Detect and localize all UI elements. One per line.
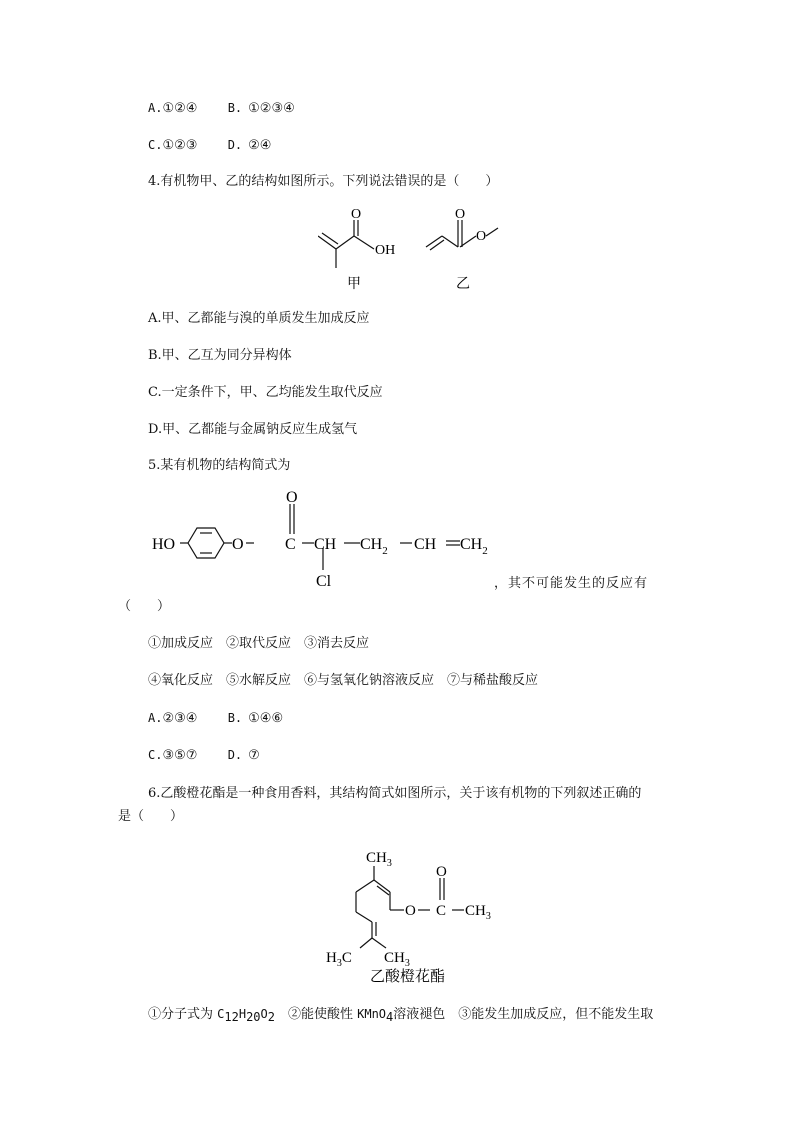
q5-paren: （ ） bbox=[118, 599, 171, 614]
q5-reactions-line1: ①加成反应 ②取代反应 ③消去反应 bbox=[148, 636, 370, 651]
q5-option-a: ②③④ bbox=[162, 711, 198, 726]
q6-h3c: $H_3C$ bbox=[326, 950, 352, 969]
q5-ch2-mid: $CH_2$ bbox=[360, 536, 388, 557]
option-b-text: ①②③④ bbox=[248, 101, 295, 116]
q5-option-c: ③⑤⑦ bbox=[162, 748, 198, 763]
q4-option-c: C.一定条件下，甲、乙均能发生取代反应 bbox=[148, 385, 383, 400]
q4-option-b: B.甲、乙互为同分异构体 bbox=[148, 348, 292, 363]
q5-option-d-label: D. bbox=[227, 748, 243, 762]
q5-o-carbonyl: O bbox=[286, 490, 298, 506]
q6-ch3-right: $CH_3$ bbox=[465, 903, 491, 922]
q6-compound-name: 乙酸橙花酯 bbox=[370, 967, 446, 985]
q3-option-row-ab bbox=[148, 100, 295, 117]
q3-option-row-cd bbox=[148, 137, 271, 154]
yi-carbonyl-o: O bbox=[454, 207, 466, 222]
q4-option-a: A.甲、乙都能与溴的单质发生加成反应 bbox=[148, 311, 370, 326]
q6-kmno4: KMnO bbox=[357, 1007, 387, 1021]
q6-formula-c: C bbox=[217, 1007, 225, 1021]
q6-structure bbox=[322, 840, 512, 986]
option-d-text: ②④ bbox=[248, 138, 272, 153]
q6-ch3-top: $CH_3$ bbox=[366, 850, 392, 869]
q6-stem-line2: 是（ ） bbox=[118, 809, 184, 824]
q6-o-ester: O bbox=[405, 903, 416, 919]
option-a-text: ①②④ bbox=[162, 101, 198, 116]
yi-label: 乙 bbox=[456, 276, 470, 292]
q6-stem-line1: 6.乙酸橙花酯是一种食用香料，其结构简式如图所示，关于该有机物的下列叙述正确的 bbox=[148, 786, 642, 801]
q6-o-carbonyl: O bbox=[436, 864, 447, 880]
q6-c: C bbox=[436, 903, 447, 919]
q6-ch3-bottom: $CH_3$ bbox=[384, 950, 410, 969]
q6-statement-2: ②能使酸性 bbox=[274, 1007, 358, 1022]
q5-option-row-cd bbox=[148, 747, 260, 764]
q4-stem: 4.有机物甲、乙的结构如图所示。下列说法错误的是（ ） bbox=[148, 174, 499, 189]
q5-c: C bbox=[285, 536, 296, 553]
q5-ho: HO bbox=[152, 536, 176, 553]
q5-cl: Cl bbox=[316, 573, 332, 590]
q5-option-c-label: C. bbox=[148, 748, 163, 762]
jia-oh: OH bbox=[375, 243, 396, 258]
yi-skeleton bbox=[426, 220, 498, 250]
option-d-label: D. bbox=[227, 138, 243, 152]
q5-option-row-ab bbox=[148, 710, 283, 727]
q5-option-a-label: A. bbox=[148, 711, 163, 725]
q5-option-b-label: B. bbox=[227, 711, 243, 725]
jia-label: 甲 bbox=[347, 276, 361, 292]
q6-statements: ①分子式为 $C_{12}H_{20}O_2$ ②能使酸性 KMnO$_4$溶液褪色 ③能发生加成反应，但不能发生取 bbox=[148, 1007, 654, 1024]
jia-skeleton bbox=[318, 220, 374, 268]
option-c-text: ①②③ bbox=[162, 138, 198, 153]
jia-carbonyl-o: O bbox=[350, 207, 362, 222]
q5-structure bbox=[148, 490, 508, 590]
q6-statement-2-tail: 溶液褪色 ③能发生加成反应，但不能发生取 bbox=[393, 1007, 654, 1022]
q5-ch-end: CH bbox=[414, 536, 437, 553]
q5-reactions-line2: ④氧化反应 ⑤水解反应 ⑥与氢氧化钠溶液反应 ⑦与稀盐酸反应 bbox=[148, 673, 539, 688]
q6-formula-o: O bbox=[260, 1007, 268, 1021]
q4-option-d: D.甲、乙都能与金属钠反应生成氢气 bbox=[148, 422, 358, 437]
q6-formula-h: H bbox=[238, 1007, 247, 1021]
q5-stem: 5.某有机物的结构简式为 bbox=[148, 458, 291, 473]
q5-option-d: ⑦ bbox=[248, 748, 260, 763]
q5-option-b: ①④⑥ bbox=[248, 711, 284, 726]
option-b-label: B. bbox=[227, 101, 243, 115]
option-c-label: C. bbox=[148, 138, 163, 152]
q5-stem-tail: ，其不可能发生的反应有 bbox=[494, 576, 649, 591]
q5-o-ester: O bbox=[232, 536, 244, 553]
q5-ch2-end: $CH_2$ bbox=[460, 536, 488, 557]
option-a-label: A. bbox=[148, 101, 163, 115]
q6-statement-1: ①分子式为 bbox=[148, 1007, 218, 1022]
yi-ester-o: O bbox=[476, 229, 487, 244]
q4-structures bbox=[318, 202, 508, 294]
q5-ch: CH bbox=[314, 536, 337, 553]
